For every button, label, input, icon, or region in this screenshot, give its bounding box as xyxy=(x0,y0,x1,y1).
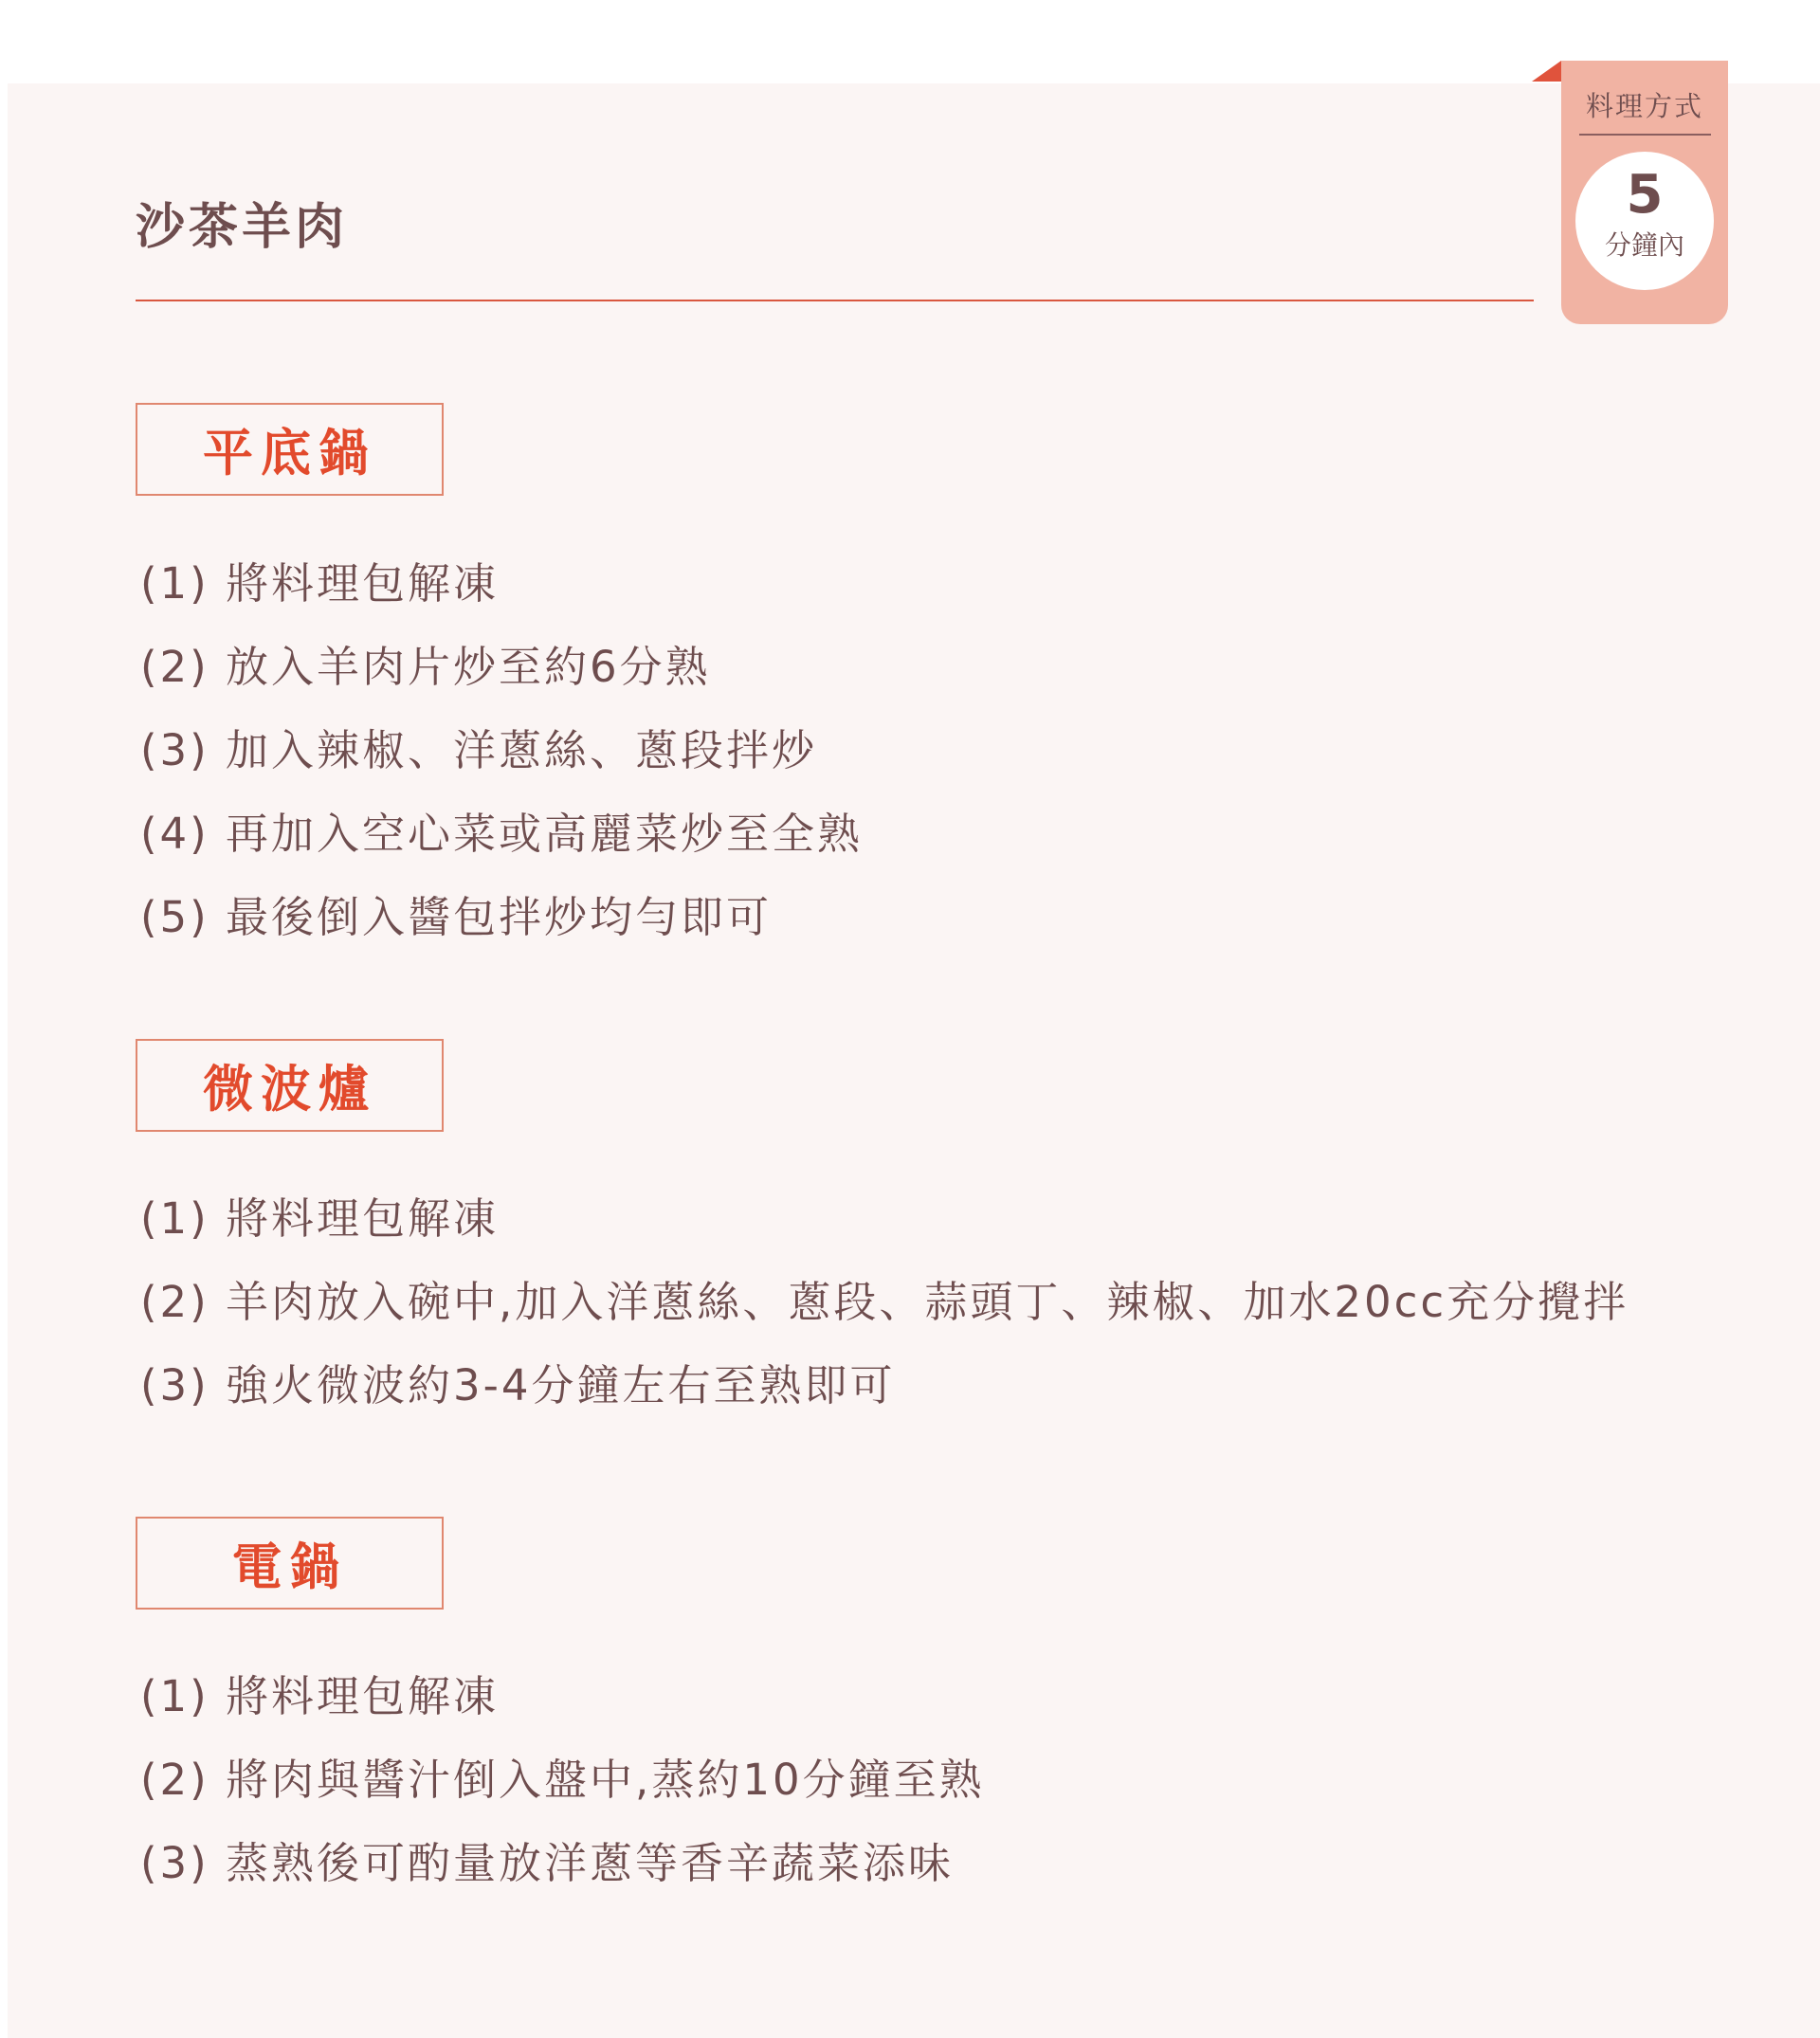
method-heading-microwave xyxy=(136,1039,444,1132)
method-steps-electric-cooker xyxy=(140,1668,985,1919)
method-steps-pan xyxy=(140,555,863,973)
step-item: (3) 加入辣椒、洋蔥絲、蔥段拌炒 xyxy=(140,725,818,775)
method-steps-microwave xyxy=(140,1191,1629,1441)
method-heading-pan xyxy=(136,403,444,496)
cooking-time-tab xyxy=(1561,61,1728,324)
method-label: 電鍋 xyxy=(231,1538,348,1596)
step-item: (4) 再加入空心菜或高麗菜炒至全熟 xyxy=(140,809,864,859)
cooking-method-label: 料理方式 xyxy=(1585,90,1703,122)
tab-label-underline xyxy=(1579,134,1711,136)
method-heading-electric-cooker xyxy=(136,1517,444,1610)
tab-fold-corner xyxy=(1532,61,1561,82)
step-item: (1) 將料理包解凍 xyxy=(140,1193,500,1244)
cooking-time-badge xyxy=(1575,152,1714,290)
method-label: 平底鍋 xyxy=(203,425,376,482)
step-item: (2) 羊肉放入碗中,加入洋蔥絲、蔥段、蒜頭丁、辣椒、加水20cc充分攪拌 xyxy=(140,1277,1629,1327)
step-item: (3) 強火微波約3-4分鐘左右至熟即可 xyxy=(140,1360,896,1410)
step-item: (2) 放入羊肉片炒至約6分熟 xyxy=(140,642,711,692)
step-item: (1) 將料理包解凍 xyxy=(140,558,500,609)
title-divider xyxy=(136,300,1534,301)
step-item: (1) 將料理包解凍 xyxy=(140,1671,500,1721)
method-label: 微波爐 xyxy=(203,1061,376,1119)
recipe-title: 沙茶羊肉 xyxy=(136,199,349,256)
cooking-time-number: 5 xyxy=(1626,164,1664,226)
step-item: (2) 將肉與醬汁倒入盤中,蒸約10分鐘至熟 xyxy=(140,1755,985,1805)
step-item: (5) 最後倒入醬包拌炒均勻即可 xyxy=(140,892,773,942)
cooking-time-unit: 分鐘內 xyxy=(1604,229,1684,261)
step-item: (3) 蒸熟後可酌量放洋蔥等香辛蔬菜添味 xyxy=(140,1838,955,1888)
